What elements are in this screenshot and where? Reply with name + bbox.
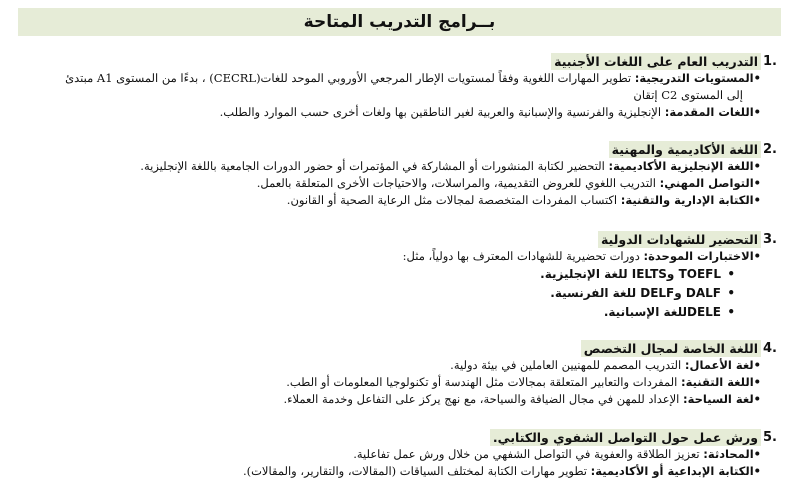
list-item <box>8 175 761 192</box>
item-text: تعزيز الطلاقة والعفوية في التواصل الشفهي من خلال ورش عمل تفاعلية. <box>353 447 704 461</box>
item-text: تطوير المهارات اللغوية وفقاً لمستويات الإطار المرجعي الأوروبي الموحد للغات(CECRL) ، بدءًا من المستوى A1 مبتدئ <box>65 71 635 85</box>
bullet: • <box>753 71 761 85</box>
list-item <box>8 391 761 408</box>
item-label: الاختبارات الموحدة: <box>643 249 754 263</box>
item-label: الكتابة الإدارية والتقنية: <box>620 193 754 207</box>
list-item <box>8 158 761 175</box>
list-item <box>8 104 761 121</box>
list-item <box>8 374 761 391</box>
certificate-item <box>8 303 761 322</box>
certificate-label: DALF وDELF للغة الفرنسية. <box>550 286 721 300</box>
list-item <box>8 446 761 463</box>
item-text: المفردات والتعابير المتعلقة بمجالات مثل الهندسة أو تكنولوجيا المعلومات أو الطب. <box>286 375 682 389</box>
section-number: .5 <box>763 429 777 445</box>
page-title: بــرامج التدريب المتاحة <box>18 8 781 36</box>
bullet: • <box>753 392 761 406</box>
bullet: • <box>753 176 761 190</box>
bullet: • <box>727 305 735 319</box>
item-label: اللغات المقدمة: <box>664 105 754 119</box>
certificate-label: DELEللغة الإسبانية. <box>603 305 721 319</box>
item-label: المستويات التدريجية: <box>634 71 754 85</box>
section-4 <box>8 339 777 408</box>
bullet: • <box>753 249 761 263</box>
bullet: • <box>727 286 735 300</box>
bullet: • <box>753 193 761 207</box>
list-item <box>8 70 761 87</box>
bullet: • <box>727 267 735 281</box>
item-text: دورات تحضيرية للشهادات المعترف بها دولياً، مثل: <box>402 249 644 263</box>
item-text: الإعداد للمهن في مجال الضيافة والسياحة، مع نهج يركز على التفاعل وخدمة العملاء. <box>283 392 684 406</box>
section-title: اللغة الخاصة لمجال التخصص <box>581 340 761 357</box>
certificate-item <box>8 284 761 303</box>
list-item-continuation: إلى المستوى C2 إتقان <box>633 88 743 102</box>
list-item <box>8 248 761 265</box>
list-item <box>8 357 761 374</box>
item-text: التدريب المصمم للمهنيين العاملين في بيئة دولية. <box>450 358 685 372</box>
item-label: المحادثة: <box>703 447 754 461</box>
certificate-label: TOEFL وIELTS للغة الإنجليزية. <box>540 267 721 281</box>
bullet: • <box>753 464 761 478</box>
bullet: • <box>753 375 761 389</box>
section-title: اللغة الأكاديمية والمهنية <box>609 141 761 158</box>
section-1 <box>8 52 777 121</box>
section-title: ورش عمل حول التواصل الشفوي والكتابي. <box>490 429 761 446</box>
item-label: اللغة التقنية: <box>681 375 754 389</box>
section-title: التحضير للشهادات الدولية <box>598 231 761 248</box>
item-text: الإنجليزية والفرنسية والإسبانية والعربية لغير الناطقين بها ولغات أخرى حسب الموارد والطلب. <box>219 105 665 119</box>
item-label: الكتابة الإبداعية أو الأكاديمية: <box>590 464 754 478</box>
certificate-item <box>8 265 761 284</box>
item-label: لغة السياحة: <box>683 392 754 406</box>
section-3 <box>8 230 777 322</box>
section-number: .2 <box>763 141 777 157</box>
bullet: • <box>753 159 761 173</box>
section-number: .4 <box>763 340 777 356</box>
list-item <box>8 192 761 209</box>
item-label: لغة الأعمال: <box>684 358 754 372</box>
section-2 <box>8 140 777 209</box>
item-text: اكتساب المفردات المتخصصة لمجالات مثل الرعاية الصحية أو القانون. <box>286 193 621 207</box>
section-5 <box>8 428 777 480</box>
item-text: التدريب اللغوي للعروض التقديمية، والمراسلات، والاحتياجات الأخرى المتعلقة بالعمل. <box>256 176 660 190</box>
bullet: • <box>753 358 761 372</box>
item-label: التواصل المهني: <box>659 176 754 190</box>
section-title: التدريب العام على اللغات الأجنبية <box>551 53 761 70</box>
item-text: تطوير مهارات الكتابة لمختلف السياقات (المقالات، والتقارير، والمقالات). <box>242 464 591 478</box>
bullet: • <box>753 105 761 119</box>
list-item <box>8 463 761 480</box>
bullet: • <box>753 447 761 461</box>
item-text: التحضير لكتابة المنشورات أو المشاركة في المؤتمرات أو حضور الدورات الجامعية باللغة الإنجليزية. <box>140 159 609 173</box>
section-number: .3 <box>763 231 777 247</box>
item-label: اللغة الإنجليزية الأكاديمية: <box>608 159 754 173</box>
section-number: .1 <box>763 53 777 69</box>
